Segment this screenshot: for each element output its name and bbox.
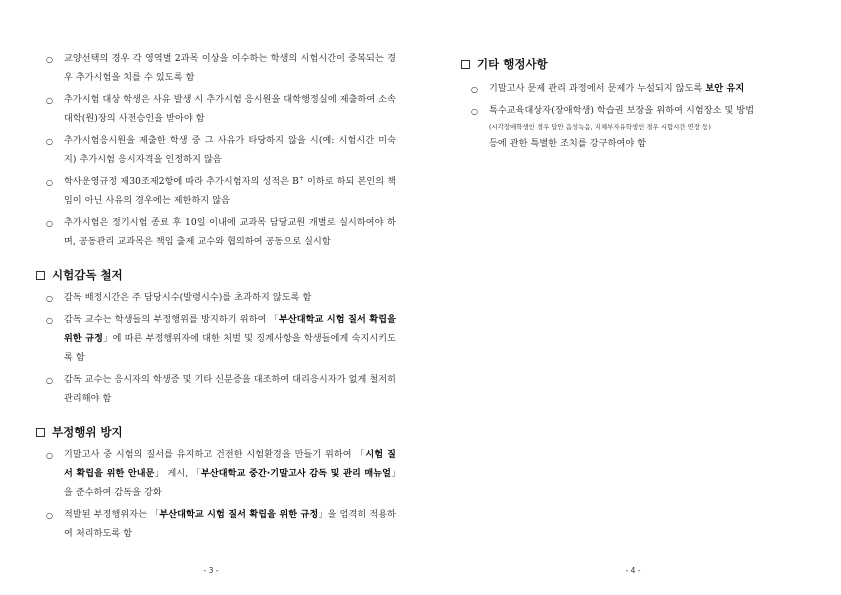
circle-bullet-icon: ○	[46, 55, 54, 64]
list-item	[36, 446, 396, 503]
page-left	[0, 0, 420, 595]
circle-bullet-icon: ○	[46, 96, 54, 105]
bullet-text: 감독 교수는 학생들의 부정행위를 방지하기 위하여 「	[64, 315, 280, 325]
checkbox-square-icon	[461, 60, 470, 69]
bullet-text: 적발된 부정행위자는 「	[64, 510, 160, 520]
list-item	[36, 506, 396, 544]
section-heading-other-admin	[461, 56, 823, 72]
right-column	[461, 56, 823, 157]
bullet-text: 」에 따른 부정행위자에 대한 처벌 및 징계사항을 학생들에게 숙지시키도록 함	[64, 334, 396, 363]
bullet-text: 학사운영규정 제30조제2항에 따라 추가시험자의 성적은 B	[64, 177, 299, 187]
list-item	[36, 173, 396, 211]
checkbox-square-icon	[36, 428, 45, 437]
section-heading-exam-supervision	[36, 267, 396, 283]
bullet-text: 기말고사 중 시험의 질서를 유지하고 건전한 시험환경을 만들기 위하여 「	[64, 450, 366, 460]
bullet-text: 추가시험 대상 학생은 사유 발생 시 추가시험 응시원을 대학행정실에 제출하여 소속대학(원)장의 사전승인을 받아야 함	[64, 95, 396, 124]
list-item	[461, 80, 823, 99]
list-item	[36, 132, 396, 170]
section-title: 기타 행정사항	[477, 57, 548, 71]
bullet-text: 기말고사 문제 관리 과정에서 문제가 누설되지 않도록	[489, 84, 706, 94]
circle-bullet-icon: ○	[46, 178, 54, 187]
bullet-text: 」을 준수하여 감독을 강화	[64, 469, 396, 498]
regulation-name: 부산대학교 시험 질서 확립을 위한 규정	[159, 510, 319, 520]
circle-bullet-icon: ○	[46, 376, 54, 385]
circle-bullet-icon: ○	[471, 85, 479, 94]
list-item	[36, 289, 396, 308]
bullet-text: 교양선택의 경우 각 영역별 2과목 이상을 이수하는 학생의 시험시간이 중복되는 경우 추가시험을 치를 수 있도록 함	[64, 54, 396, 83]
bullet-text: 이하로 하되 본인의 책임이 아닌 사유의 경우에는 제한하지 않음	[64, 177, 396, 206]
regulation-name: 부산대학교 시험 질서 확립을 위한 규정	[64, 315, 396, 344]
bullet-text: 감독 배정시간은 주 담당시수(발령시수)를 초과하지 않도록 함	[64, 293, 312, 303]
page-number: - 4 -	[625, 566, 641, 575]
circle-bullet-icon: ○	[46, 316, 54, 325]
circle-bullet-icon: ○	[46, 451, 54, 460]
list-item	[36, 50, 396, 88]
bullet-text: 」 게시, 「	[154, 469, 202, 479]
manual-name: 부산대학교 중간·기말고사 감독 및 관리 매뉴얼	[201, 469, 392, 479]
list-item	[36, 91, 396, 129]
list-item	[36, 371, 396, 409]
list-item	[36, 214, 396, 252]
notice-name: 시험 질서 확립을 위한 안내문	[64, 450, 397, 479]
bullet-text: 」을 엄격히 적용하여 처리하도록 함	[64, 510, 396, 539]
security-emphasis: 보안 유지	[705, 84, 745, 94]
list-item	[36, 311, 396, 368]
bullet-note: (시각장애학생인 경우 답안 음성녹음, 지체부자유학생인 경우 시험시간 연장 등)	[489, 124, 711, 131]
bullet-text: 추가시험은 정기시험 종료 후 10일 이내에 교과목 담당교원 개별로 실시하여야 하며, 공동관리 교과목은 책임 출제 교수와 협의하여 공동으로 실시함	[64, 218, 396, 247]
bullet-text: 특수교육대상자(장애학생) 학습권 보장을 위하여 시험장소 및 방법	[489, 106, 755, 116]
section-title: 시험감독 철저	[52, 268, 123, 282]
bullet-text: 추가시험응시원을 제출한 학생 중 그 사유가 타당하지 않을 시(예: 시험시간 미숙지) 추가시험 응시자격을 인정하지 않음	[64, 136, 396, 165]
circle-bullet-icon: ○	[46, 137, 54, 146]
section-heading-cheating-prevention	[36, 424, 396, 440]
checkbox-square-icon	[36, 271, 45, 280]
section-title: 부정행위 방지	[52, 425, 123, 439]
circle-bullet-icon: ○	[46, 294, 54, 303]
bullet-text: 감독 교수는 응시자의 학생증 및 기타 신분증을 대조하여 대리응시자가 없게 철저히 관리해야 함	[64, 375, 396, 404]
circle-bullet-icon: ○	[46, 219, 54, 228]
circle-bullet-icon: ○	[471, 107, 479, 116]
page-number: - 3 -	[203, 566, 219, 575]
list-item	[461, 102, 823, 154]
left-column	[36, 50, 396, 547]
page-right	[421, 0, 841, 595]
bullet-text: 등에 관한 특별한 조치를 강구하여야 함	[489, 139, 647, 149]
circle-bullet-icon: ○	[46, 511, 54, 520]
grade-superscript: +	[298, 174, 305, 182]
